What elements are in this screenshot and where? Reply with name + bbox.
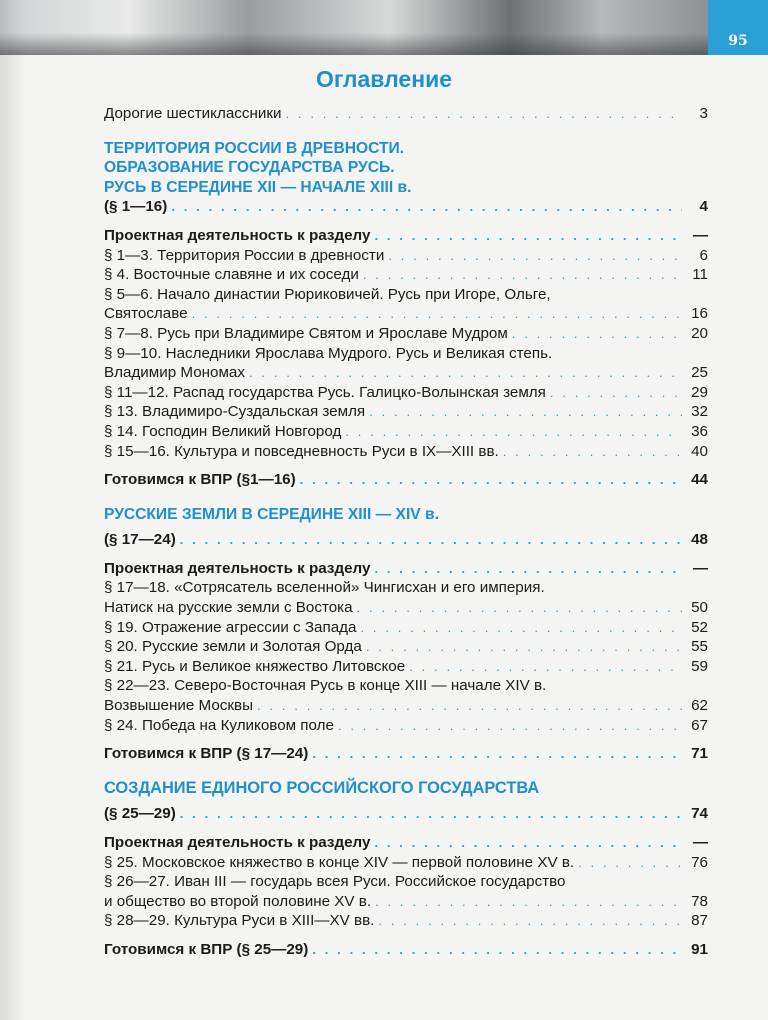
header-photo-banner — [0, 0, 708, 55]
entry-title: и общество во второй половине XV в. — [104, 892, 372, 910]
dot-leader — [312, 744, 682, 764]
entry-title: § 28—29. Культура Руси в XIII—XV вв. — [104, 912, 375, 930]
section-title: РУССКИЕ ЗЕМЛИ В СЕРЕДИНЕ XIII — XIV в. — [104, 505, 439, 523]
entry-page-number: 36 — [691, 422, 708, 440]
entry-title: Владимир Мономах — [104, 364, 245, 382]
dot-leader — [375, 892, 682, 912]
table-of-contents — [104, 104, 708, 960]
entry-page-number: 25 — [691, 364, 708, 382]
entry-page-number: 32 — [691, 403, 708, 421]
entry-page-number: 76 — [691, 853, 708, 871]
toc-entry[interactable] — [104, 657, 708, 677]
entry-title: § 21. Русь и Великое княжество Литовское — [104, 657, 406, 675]
toc-entry[interactable] — [104, 324, 708, 344]
entry-page-number: 62 — [691, 697, 708, 715]
dot-leader — [388, 246, 682, 266]
entry-page-number: 67 — [691, 716, 708, 734]
entry-title: § 20. Русские земли и Золотая Орда — [104, 638, 362, 656]
entry-page-number: — — [692, 559, 708, 577]
entry-title: § 4. Восточные славяне и их соседи — [104, 266, 359, 284]
project-entry[interactable] — [104, 833, 708, 853]
entry-title: Возвышение Москвы — [104, 697, 254, 715]
entry-page-number: 44 — [691, 471, 708, 489]
toc-entry[interactable] — [104, 402, 708, 422]
entry-title: § 11—12. Распад государства Русь. Галицко-Волынская земля — [104, 383, 546, 401]
dot-leader — [578, 853, 682, 873]
page-gutter-shadow — [0, 0, 26, 1020]
toc-entry[interactable] — [104, 618, 708, 638]
section-range-entry[interactable] — [104, 197, 708, 217]
dot-leader — [363, 265, 682, 285]
toc-entry[interactable] — [104, 422, 708, 442]
entry-page-number: 16 — [691, 305, 708, 323]
entry-title: § 14. Господин Великий Новгород — [104, 422, 342, 440]
dot-leader — [503, 442, 682, 462]
entry-title: Проектная деятельность к разделу — [104, 226, 371, 244]
entry-page-number: 74 — [691, 805, 708, 823]
toc-entry[interactable] — [104, 304, 708, 324]
toc-entry[interactable] — [104, 716, 708, 736]
toc-entry[interactable] — [104, 246, 708, 266]
entry-page-number: — — [692, 226, 708, 244]
entry-title: Готовимся к ВПР (§ 17—24) — [104, 745, 309, 763]
entry-page-number: 3 — [699, 105, 708, 122]
entry-page-number: 29 — [691, 383, 708, 401]
entry-title: (§ 25—29) — [104, 805, 176, 823]
dot-leader — [192, 304, 682, 324]
entry-title: Проектная деятельность к разделу — [104, 559, 371, 577]
entry-title: (§ 1—16) — [104, 198, 168, 216]
entry-page-number: 48 — [691, 531, 708, 549]
toc-entry[interactable] — [104, 104, 708, 124]
section-range-entry[interactable] — [104, 530, 708, 550]
toc-entry[interactable] — [104, 696, 708, 716]
toc-entry[interactable] — [104, 911, 708, 931]
toc-entry[interactable] — [104, 853, 708, 873]
page-number: 95 — [708, 0, 768, 55]
toc-entry[interactable] — [104, 892, 708, 912]
dot-leader — [374, 833, 682, 853]
entry-page-number: 50 — [691, 599, 708, 617]
dot-leader — [338, 716, 682, 736]
toc-entry-line[interactable]: § 9—10. Наследники Ярослава Мудрого. Русь и Великая степь. — [104, 344, 553, 362]
toc-entry-line[interactable]: § 26—27. Иван III — государь всея Руси. Российское государство — [104, 873, 566, 891]
dot-leader — [378, 911, 682, 931]
entry-page-number: 87 — [691, 912, 708, 930]
entry-page-number: 20 — [691, 324, 708, 342]
toc-entry[interactable] — [104, 363, 708, 383]
dot-leader — [257, 696, 682, 716]
section-1 — [104, 139, 708, 490]
vpr-entry[interactable] — [104, 470, 708, 490]
entry-page-number: 6 — [699, 246, 708, 264]
entry-title: Готовимся к ВПР (§1—16) — [104, 471, 296, 489]
dot-leader — [512, 324, 682, 344]
entry-page-number: 4 — [699, 198, 708, 216]
section-title: РУСЬ В СЕРЕДИНЕ XII — НАЧАЛЕ XIII в. — [104, 178, 412, 196]
entry-title: § 15—16. Культура и повседневность Руси в IX—XIII вв. — [104, 442, 499, 460]
section-title: ОБРАЗОВАНИЕ ГОСУДАРСТВА РУСЬ. — [104, 159, 395, 177]
toc-entry[interactable] — [104, 598, 708, 618]
entry-title: Натиск на русские земли с Востока — [104, 599, 353, 617]
entry-page-number: 40 — [691, 442, 708, 460]
section-3 — [104, 779, 708, 960]
entry-page-number: 59 — [691, 657, 708, 675]
entry-title: § 25. Московское княжество в конце XIV — первой половине XV в. — [104, 853, 575, 871]
entry-page-number: 71 — [691, 745, 708, 763]
toc-entry[interactable] — [104, 637, 708, 657]
dot-leader — [171, 197, 682, 217]
dot-leader — [357, 598, 682, 618]
dot-leader — [360, 618, 682, 638]
toc-entry-line[interactable]: § 17—18. «Сотрясатель вселенной» Чингисхан и его империя. — [104, 579, 545, 597]
entry-title: § 19. Отражение агрессии с Запада — [104, 618, 357, 636]
dot-leader — [374, 226, 682, 246]
entry-title: Дорогие шестиклассники — [104, 105, 282, 122]
dot-leader — [374, 559, 682, 579]
entry-page-number: 91 — [691, 940, 708, 958]
dot-leader — [312, 940, 682, 960]
dot-leader — [300, 470, 682, 490]
entry-page-number: 78 — [691, 892, 708, 910]
toc-entry[interactable] — [104, 442, 708, 462]
project-entry[interactable] — [104, 559, 708, 579]
dot-leader — [285, 104, 682, 124]
entry-title: Готовимся к ВПР (§ 25—29) — [104, 940, 309, 958]
entry-title: § 24. Победа на Куликовом поле — [104, 716, 334, 734]
section-2 — [104, 505, 708, 764]
entry-page-number: 52 — [691, 618, 708, 636]
entry-title: (§ 17—24) — [104, 531, 176, 549]
entry-title: § 13. Владимиро-Суздальская земля — [104, 403, 366, 421]
entry-title: Проектная деятельность к разделу — [104, 834, 371, 851]
dot-leader — [366, 637, 682, 657]
dot-leader — [345, 422, 682, 442]
entry-title: § 7—8. Русь при Владимире Святом и Ярославе Мудром — [104, 324, 508, 342]
dot-leader — [409, 657, 682, 677]
page-title: Оглавление — [315, 66, 453, 92]
section-title: СОЗДАНИЕ ЕДИНОГО РОССИЙСКОГО ГОСУДАРСТВА — [104, 778, 540, 797]
toc-entry[interactable] — [104, 383, 708, 403]
toc-entry-line[interactable]: § 5—6. Начало династии Рюриковичей. Русь при Игоре, Ольге, — [104, 285, 551, 303]
dot-leader — [249, 363, 682, 383]
dot-leader — [369, 402, 682, 422]
section-range-entry[interactable] — [104, 804, 708, 824]
dot-leader — [180, 804, 682, 824]
entry-page-number: 11 — [692, 266, 708, 284]
toc-entry[interactable] — [104, 265, 708, 285]
section-title: ТЕРРИТОРИЯ РОССИИ В ДРЕВНОСТИ. — [104, 139, 405, 157]
vpr-entry[interactable] — [104, 940, 708, 960]
dot-leader — [180, 530, 682, 550]
dot-leader — [550, 383, 682, 403]
toc-entry-line[interactable]: § 22—23. Северо-Восточная Русь в конце XIII — начале XIV в. — [104, 677, 547, 695]
vpr-entry[interactable] — [104, 744, 708, 764]
entry-page-number: — — [692, 834, 708, 851]
project-entry[interactable] — [104, 226, 708, 246]
entry-page-number: 55 — [691, 638, 708, 656]
entry-title: § 1—3. Территория России в древности — [104, 246, 385, 264]
entry-title: Святославе — [104, 305, 188, 323]
